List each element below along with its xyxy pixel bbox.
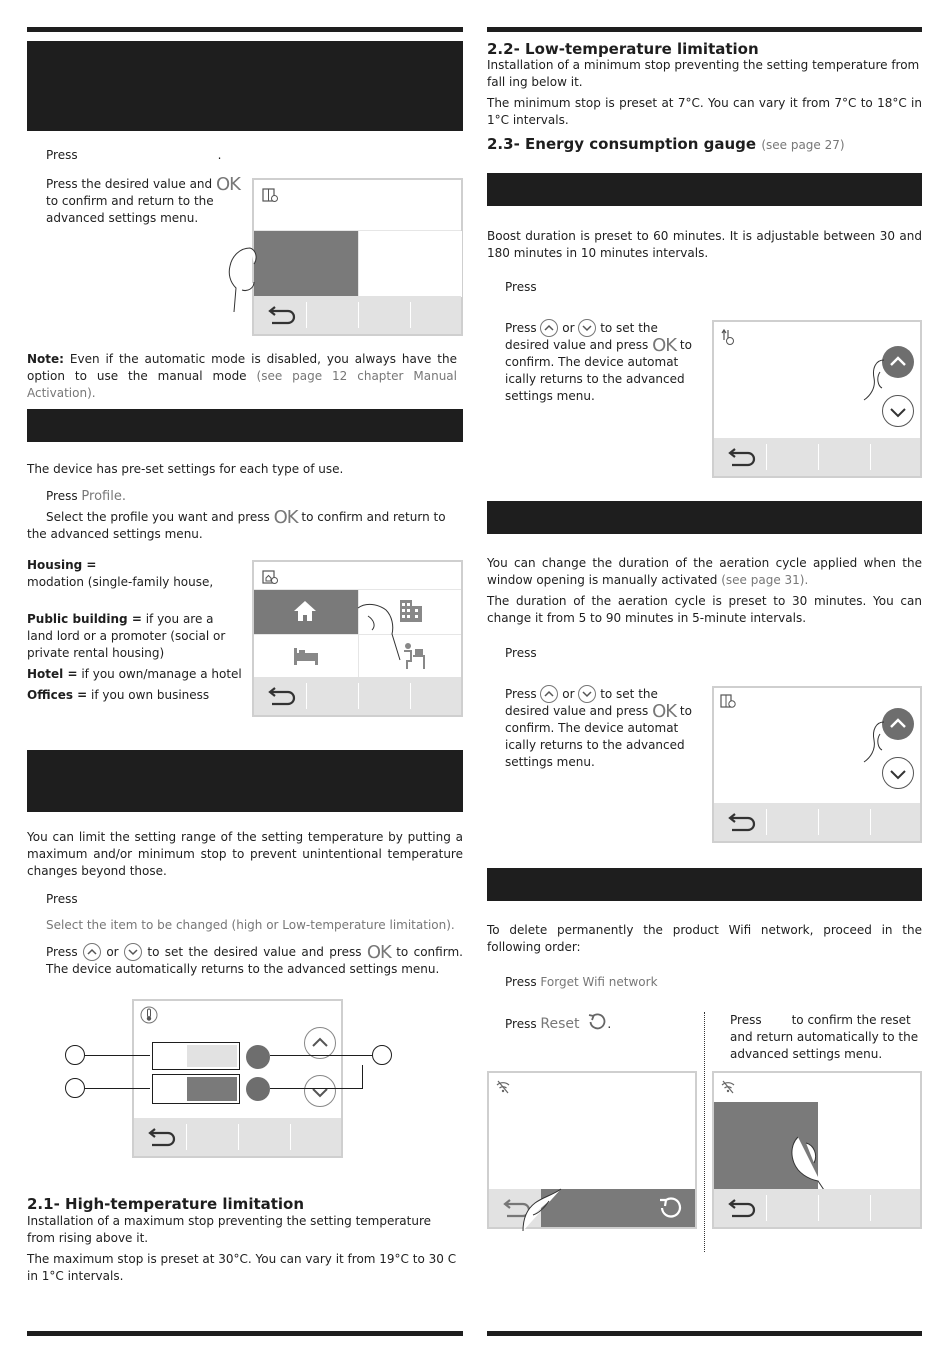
low-temp-p1: Installation of a minimum stop preventing the setting temperature from fall ing below it. bbox=[487, 58, 920, 89]
boost-step1: Press bbox=[505, 280, 537, 294]
high-temp-p1: Installation of a maximum stop preventing the setting temperature from rising above it. bbox=[27, 1214, 432, 1245]
window-icon bbox=[262, 187, 278, 203]
bottom-rule-right bbox=[487, 1331, 922, 1336]
wifi-confirm-screen bbox=[712, 1071, 922, 1229]
low-temp-heading: 2.2- Low-temperature limitation bbox=[487, 40, 759, 58]
ok-glyph: OK bbox=[215, 174, 240, 195]
section-bar-temp-limit bbox=[27, 750, 463, 812]
wifi-step2: Press Reset . bbox=[505, 1012, 705, 1033]
chevron-up-icon bbox=[540, 319, 558, 337]
hand-pointer-icon bbox=[354, 596, 406, 666]
up-button[interactable] bbox=[882, 708, 914, 740]
high-temp-field[interactable] bbox=[152, 1042, 240, 1070]
thermometer-icon bbox=[140, 1006, 158, 1024]
callout-circle-3 bbox=[372, 1045, 392, 1065]
top-rule-right bbox=[487, 27, 922, 32]
aeration-step2: Press or to set the desired value and press OK to confirm. The device automat ically returns to the advanced settings menu. bbox=[505, 687, 692, 769]
back-arrow-icon[interactable] bbox=[726, 812, 756, 832]
wifi-intro: To delete permanently the product Wifi network, proceed in the following order: bbox=[487, 923, 922, 954]
back-arrow-icon[interactable] bbox=[266, 686, 296, 706]
chevron-down-icon bbox=[578, 319, 596, 337]
profile-intro: The device has pre-set settings for each type of use. bbox=[27, 462, 344, 476]
auto-step1: Press . bbox=[46, 148, 222, 162]
hand-pointer-icon bbox=[220, 244, 266, 314]
profile-housing-tile[interactable] bbox=[254, 590, 358, 634]
reset-icon[interactable] bbox=[657, 1195, 685, 1221]
reset-icon bbox=[587, 1012, 607, 1032]
aeration-step1: Press bbox=[505, 646, 537, 660]
screen-footer bbox=[714, 438, 920, 476]
chevron-up-icon bbox=[83, 943, 101, 961]
hand-pointer-icon bbox=[513, 1185, 569, 1233]
boost-fan-icon bbox=[720, 328, 736, 346]
profile-hotel-tile[interactable] bbox=[254, 635, 358, 679]
profile-hotel: Hotel = if you own/manage a hotel bbox=[27, 667, 242, 681]
high-temp-heading: 2.1- High-temperature limitation bbox=[27, 1195, 305, 1213]
auto-step2: Press the desired value and OK to confirm and return to the advanced settings menu. bbox=[46, 174, 240, 225]
auto-mode-screen bbox=[252, 178, 463, 336]
dotted-divider bbox=[704, 1012, 705, 1252]
screen-footer bbox=[714, 803, 920, 841]
window-timer-icon bbox=[720, 693, 736, 709]
profile-housing: Housing = modation (single-family house, bbox=[27, 558, 214, 589]
hand-pointer-icon bbox=[784, 1133, 828, 1195]
chevron-down-icon bbox=[124, 943, 142, 961]
wifi-step1: Press Forget Wifi network bbox=[505, 975, 658, 989]
auto-mode-option-on[interactable] bbox=[254, 231, 358, 297]
section-bar-wifi bbox=[487, 868, 922, 901]
back-arrow-icon[interactable] bbox=[726, 447, 756, 467]
temp-limit-intro: You can limit the setting range of the setting temperature by putting a maximum and/or minimum stop to prevent unintentional temperature changes beyond those. bbox=[27, 830, 463, 878]
wifi-step3: Press to confirm the reset and return automatically to the advanced settings menu. bbox=[730, 1013, 919, 1061]
hand-pointer-icon bbox=[850, 714, 886, 776]
bed-icon bbox=[292, 645, 320, 667]
down-button[interactable] bbox=[882, 395, 914, 427]
top-rule-left bbox=[27, 27, 463, 32]
profile-public: Public building = if you are a land lord or a promoter (social or private rental housing) bbox=[27, 612, 226, 660]
house-icon bbox=[292, 598, 318, 624]
energy-heading: 2.3- Energy consumption gauge (see page 27) bbox=[487, 135, 845, 153]
callout-circle-1 bbox=[65, 1045, 85, 1065]
aeration-screen bbox=[712, 686, 922, 843]
callout-circle-2 bbox=[65, 1078, 85, 1098]
back-arrow-icon[interactable] bbox=[146, 1127, 176, 1147]
house-settings-icon bbox=[262, 569, 278, 585]
section-bar-boost bbox=[487, 173, 922, 206]
chevron-down-icon bbox=[578, 685, 596, 703]
auto-mode-option-off[interactable] bbox=[358, 231, 462, 297]
temp-limit-screen bbox=[132, 999, 343, 1158]
temp-limit-step1: Press bbox=[46, 892, 78, 906]
low-temp-p2: The minimum stop is preset at 7°C. You can vary it from 7°C to 18°C in 1°C intervals. bbox=[487, 96, 922, 127]
section-bar-auto-mode bbox=[27, 41, 463, 131]
bottom-rule-left bbox=[27, 1331, 463, 1336]
back-arrow-icon[interactable] bbox=[726, 1198, 756, 1218]
chevron-up-icon bbox=[540, 685, 558, 703]
section-bar-profile bbox=[27, 409, 463, 442]
profile-offices: Offices = if you own business bbox=[27, 688, 210, 702]
down-button[interactable] bbox=[304, 1075, 336, 1107]
temp-limit-step2: Select the item to be changed (high or Low-temperature limitation). bbox=[46, 918, 455, 932]
aeration-intro: You can change the duration of the aeration cycle applied when the window opening is manually activated (see page 31). bbox=[487, 556, 922, 587]
low-temp-field[interactable] bbox=[152, 1074, 240, 1104]
screen-footer bbox=[714, 1189, 920, 1227]
boost-step2: Press or to set the desired value and press OK to confirm. The device automat ically returns to the advanced settings menu. bbox=[505, 321, 692, 403]
boost-screen bbox=[712, 320, 922, 478]
screen-footer bbox=[254, 677, 461, 715]
wifi-off-icon bbox=[495, 1079, 511, 1095]
section-bar-aeration bbox=[487, 501, 922, 534]
back-arrow-icon[interactable] bbox=[266, 305, 296, 325]
auto-mode-note: Note: Even if the automatic mode is disabled, you always have the option to use the manual mode (see page 12 chapter Manual Activation). bbox=[27, 352, 457, 400]
profile-step1: Press Profile. bbox=[46, 489, 126, 504]
boost-intro: Boost duration is preset to 60 minutes. It is adjustable between 30 and 180 minutes in 10 minutes intervals. bbox=[487, 229, 922, 260]
aeration-p2: The duration of the aeration cycle is preset to 30 minutes. You can change it from 5 to 90 minutes in 5-minute intervals. bbox=[487, 594, 922, 625]
wifi-reset-screen bbox=[487, 1071, 697, 1229]
profile-step2: Select the profile you want and press OK to confirm and return to the advanced settings menu. bbox=[27, 507, 446, 541]
hand-pointer-icon bbox=[850, 352, 886, 414]
temp-limit-step3: Press or to set the desired value and press OK to confirm. The device automatically returns to the advanced settings menu. bbox=[46, 942, 463, 976]
high-temp-p2: The maximum stop is preset at 30°C. You can vary it from 19°C to 30 C in 1°C intervals. bbox=[27, 1252, 457, 1283]
wifi-off-icon bbox=[720, 1079, 736, 1095]
high-temp-dot bbox=[246, 1045, 270, 1069]
cancel-reset-option[interactable] bbox=[818, 1102, 920, 1190]
up-button[interactable] bbox=[882, 346, 914, 378]
screen-footer bbox=[254, 296, 461, 334]
low-temp-dot bbox=[246, 1077, 270, 1101]
screen-footer bbox=[134, 1118, 341, 1156]
down-button[interactable] bbox=[882, 757, 914, 789]
